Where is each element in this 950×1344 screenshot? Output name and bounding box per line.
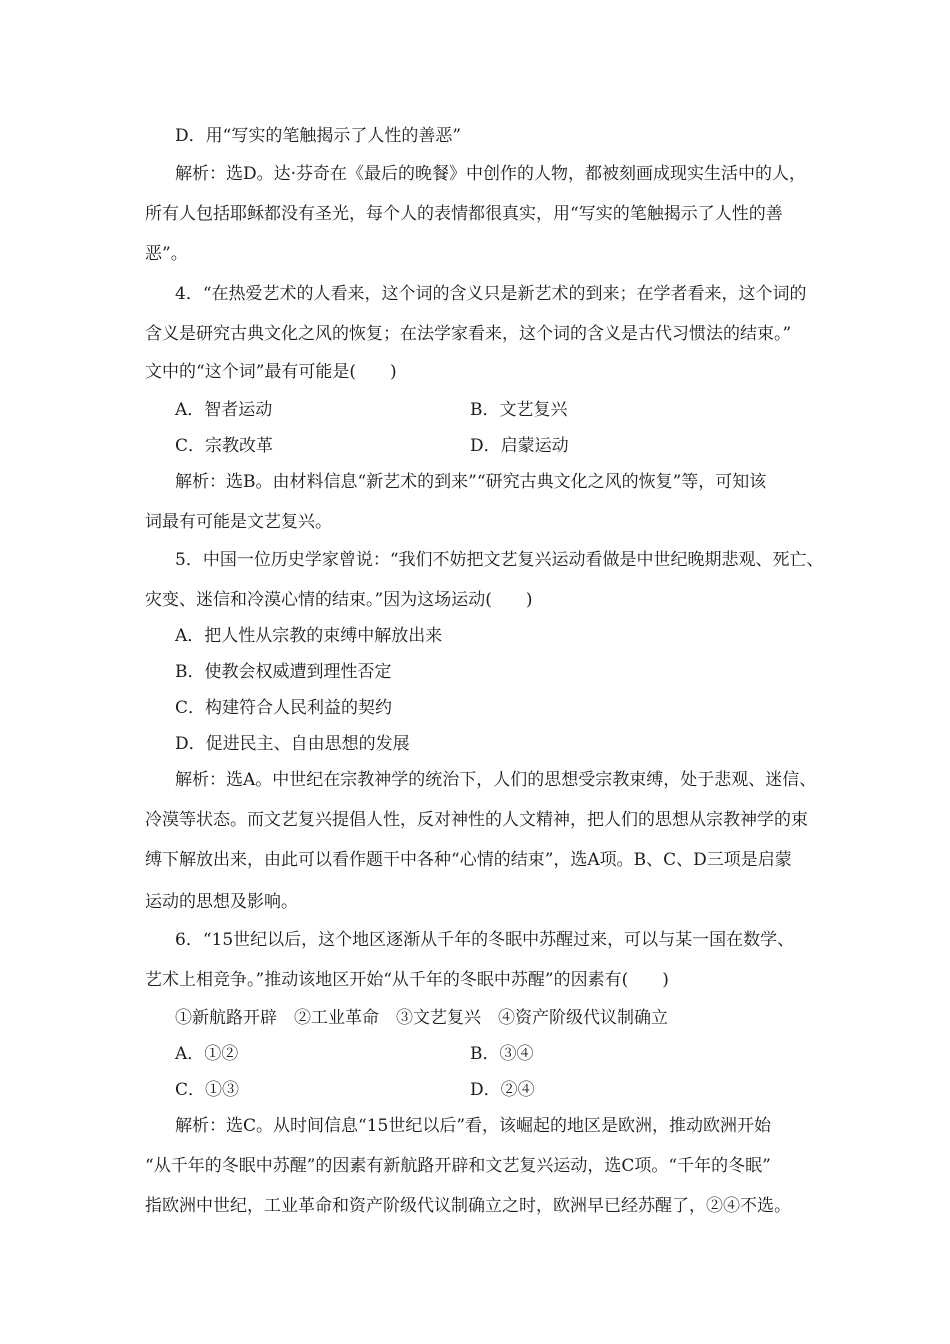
q4-stem-line-1: 4．“在热爱艺术的人看来，这个词的含义只是新艺术的到来；在学者看来，这个词的	[175, 284, 807, 304]
q4-stem-line-2: 含义是研究古典文化之风的恢复；在法学家看来，这个词的含义是古代习惯法的结束。”	[145, 324, 792, 344]
q6-stem-line-1: 6．“15世纪以后，这个地区逐渐从千年的冬眠中苏醒过来，可以与某一国在数学、	[175, 930, 795, 950]
q5-analysis-line-2: 冷漠等状态。而文艺复兴提倡人性，反对神性的人文精神，把人们的思想从宗教神学的束	[145, 810, 808, 830]
q4-analysis-line-1: 解析：选B。由材料信息“新艺术的到来”“研究古典文化之风的恢复”等，可知该	[175, 472, 767, 492]
q4-stem-line-3: 文中的“这个词”最有可能是( )	[145, 362, 397, 382]
q6-stem-line-2: 艺术上相竞争。”推动该地区开始“从千年的冬眠中苏醒”的因素有( )	[145, 970, 669, 990]
q5-option-d: D．促进民主、自由思想的发展	[175, 734, 410, 754]
q5-option-b: B．使教会权威遭到理性否定	[175, 662, 392, 682]
q5-option-a: A．把人性从宗教的束缚中解放出来	[175, 626, 443, 646]
q6-items: ①新航路开辟 ②工业革命 ③文艺复兴 ④资产阶级代议制确立	[175, 1008, 668, 1028]
q4-option-c: C．宗教改革	[175, 436, 274, 456]
q5-option-c: C．构建符合人民利益的契约	[175, 698, 393, 718]
q6-option-d: D．②④	[470, 1080, 535, 1100]
q5-analysis-line-4: 运动的思想及影响。	[145, 892, 298, 912]
q6-analysis-line-2: “从千年的冬眠中苏醒”的因素有新航路开辟和文艺复兴运动，选C项。“千年的冬眠”	[145, 1156, 771, 1176]
q5-analysis-line-3: 缚下解放出来，由此可以看作题干中各种“心情的结束”，选A项。B、C、D三项是启蒙	[145, 850, 792, 870]
q6-option-a: A．①②	[175, 1044, 239, 1064]
q5-stem-line-2: 灾变、迷信和冷漠心情的结束。”因为这场运动( )	[145, 590, 533, 610]
q3-analysis-line-2: 所有人包括耶稣都没有圣光，每个人的表情都很真实，用“写实的笔触揭示了人性的善	[145, 204, 783, 224]
q6-option-c: C．①③	[175, 1080, 240, 1100]
q5-analysis-line-1: 解析：选A。中世纪在宗教神学的统治下，人们的思想受宗教束缚，处于悲观、迷信、	[175, 770, 817, 790]
q6-analysis-line-3: 指欧洲中世纪，工业革命和资产阶级代议制确立之时，欧洲早已经苏醒了，②④不选。	[145, 1196, 791, 1216]
q3-analysis-line-3: 恶”。	[145, 244, 188, 264]
q5-stem-line-1: 5．中国一位历史学家曾说：“我们不妨把文艺复兴运动看做是中世纪晚期悲观、死亡、	[175, 550, 824, 570]
q6-analysis-line-1: 解析：选C。从时间信息“15世纪以后”看，该崛起的地区是欧洲，推动欧洲开始	[175, 1116, 772, 1136]
q6-option-b: B．③④	[470, 1044, 534, 1064]
q4-option-b: B．文艺复兴	[470, 400, 568, 420]
q4-option-a: A．智者运动	[175, 400, 273, 420]
q4-option-d: D．启蒙运动	[470, 436, 569, 456]
q4-analysis-line-2: 词最有可能是文艺复兴。	[145, 512, 332, 532]
q3-option-d: D．用“写实的笔触揭示了人性的善恶”	[175, 126, 462, 146]
q3-analysis-line-1: 解析：选D。达·芬奇在《最后的晚餐》中创作的人物，都被刻画成现实生活中的人，	[175, 164, 807, 184]
